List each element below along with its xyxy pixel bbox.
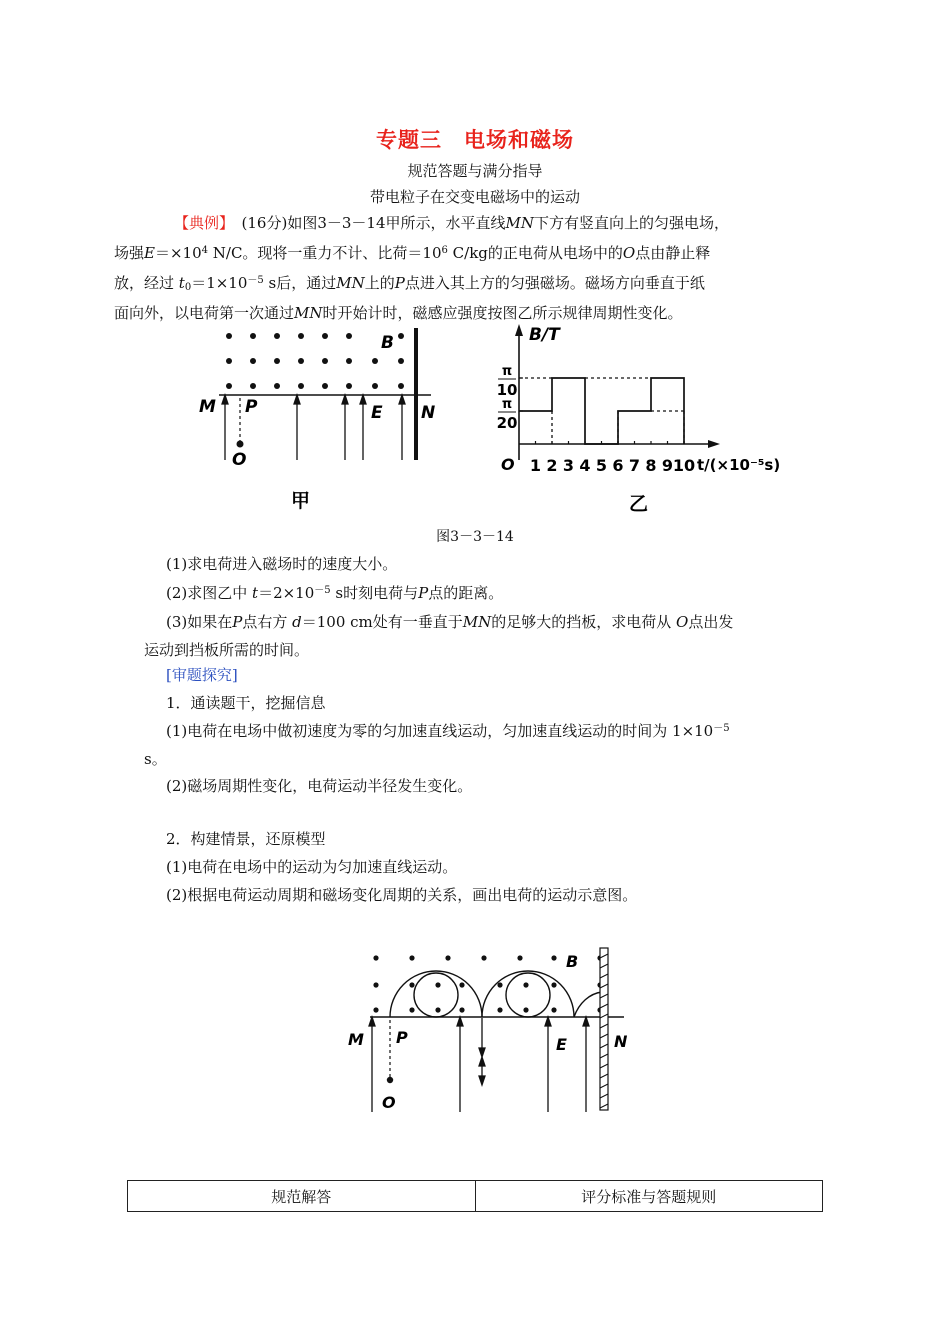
step-2b: (2)根据电荷运动周期和磁场变化周期的关系，画出电荷的运动示意图。 [166,886,638,904]
x-tick-label-4: 4 [579,456,591,475]
x-tick-label-1: 1 [529,456,542,475]
label-o-2: O [382,1093,396,1112]
data-point-7 [650,410,651,411]
y-axis-arrow [515,324,523,336]
caption-jia: 甲 [291,490,311,512]
label-p: P [245,397,258,417]
x-tick-label-6: 6 [612,456,624,475]
y-tick-num-1: π [501,364,513,379]
caption-yi: 乙 [629,493,649,515]
chart-origin: O [501,455,515,474]
field-dots [226,333,404,389]
step-2a: (1)电荷在电场中的运动为匀加速直线运动。 [166,858,458,876]
x-tick-label-5: 5 [595,456,608,475]
x-tick-label-9: 9 [661,456,674,475]
problem-statement: 【典例】 (16分)如图3－3－14甲所示，水平直线MN下方有竖直向上的匀强电场， 场强$E=\times 10^4$ N/C。现将一重力不计、比荷$=10^6$ C/kg的正电荷从电场中的O点由静止释 放，经过 $t_0=1\times 10^{-5}$ s后，通过MN上的P点进入其上方的匀强磁场。磁场方向垂直于纸 面向外，以电荷第一次通过MN时开始计时，磁感应强度按图乙所示规律周期性变化。 [114,214,730,322]
drift-arrows [479,1018,485,1085]
question-3: (3)如果在P点右方 d＝100 cm处有一垂直于MN的足够大的挡板，求电荷从 O点出发 [166,613,734,631]
data-point-1 [551,410,552,411]
page-title: 专题三 电场和磁场 [376,127,574,152]
table-header-scoring-rules: 评分标准与答题规则 [475,1181,823,1212]
chart-xlabel: t/(×10⁻⁵s) [697,456,781,474]
x-axis-arrow [708,440,720,448]
y-tick-num-0: π [501,397,513,412]
label-e-2: E [556,1035,567,1054]
x-tick-label-2: 2 [546,456,558,475]
analysis-heading: [审题探究] [166,666,238,684]
point-o [237,441,244,448]
data-point-3 [584,377,585,378]
point-o-2 [387,1077,393,1083]
label-n: N [421,403,436,423]
label-o: O [232,450,247,470]
step-2: 2．构建情景，还原模型 [166,830,326,848]
step-1b: (2)磁场周期性变化，电荷运动半径发生变化。 [166,777,473,795]
question-3-cont: 运动到挡板所需的时间。 [144,641,310,659]
data-point-9 [683,377,684,378]
step-1a-cont: s。 [144,750,167,768]
data-point-8 [650,377,651,378]
label-n-2: N [614,1032,628,1051]
x-tick-label-3: 3 [562,456,575,475]
x-tick-label-8: 8 [645,456,657,475]
chart-marks [497,364,696,475]
data-point-6 [617,410,618,411]
table-header-standard-answer: 规范解答 [128,1181,476,1212]
question-1: (1)求电荷进入磁场时的速度大小。 [166,555,398,573]
example-tag: 【典例】 [174,214,227,232]
x-tick-label-10: 10 [672,456,696,475]
figure-caption: 图3－3－14 [436,529,514,545]
data-point-2 [551,377,552,378]
label-m-2: M [348,1030,364,1049]
y-tick-den-0: 20 [496,414,518,432]
chart-ylabel: B/T [529,325,560,345]
label-p-2: P [396,1028,408,1047]
subtitle-topic: 带电粒子在交变电磁场中的运动 [369,188,580,206]
label-b-2: B [566,952,579,971]
answer-table [127,1180,823,1212]
step-1a: (1)电荷在电场中做初速度为零的匀加速直线运动，匀加速直线运动的时间为 $1\times 10^{-5}$ [166,722,730,740]
label-m: M [199,397,216,417]
y-tick-den-1: 10 [496,381,518,399]
label-e: E [371,403,383,423]
question-2: (2)求图乙中 $t=2\times 10^{-5}$ s时刻电荷与P点的距离。 [166,584,504,602]
trajectory [390,971,602,1017]
x-tick-label-7: 7 [628,456,641,475]
step-1: 1．通读题干，挖掘信息 [166,694,326,712]
figure-yi-chart [495,318,805,518]
barrier-plate-2 [600,948,608,1110]
subtitle-guide: 规范答题与满分指导 [407,162,543,180]
motion-diagram [340,940,640,1120]
label-b: B [381,333,394,353]
table-row [128,1181,823,1212]
figure-jia [195,324,445,514]
